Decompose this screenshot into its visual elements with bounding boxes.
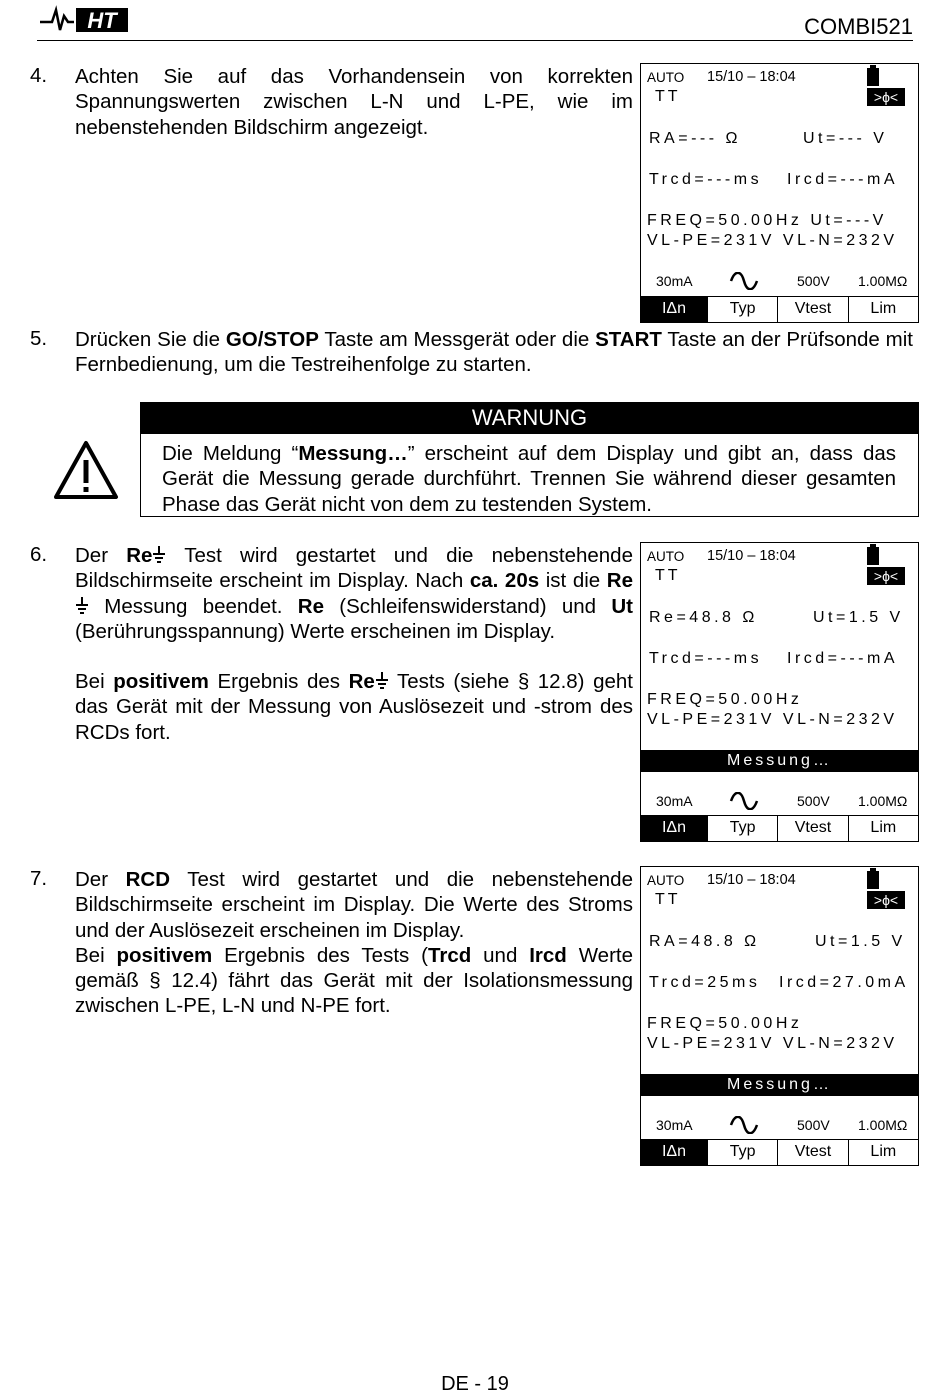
phase-indicator: >ϕ< (867, 567, 905, 585)
resistance-value: RA=48.8 Ω (649, 933, 760, 950)
param-limit: 1.00MΩ (858, 793, 908, 809)
datetime: 15/10 – 18:04 (707, 548, 796, 564)
warning-title: WARNUNG (140, 402, 919, 434)
screen-tabs (641, 296, 918, 322)
touch-voltage-value: Ut=--- V (803, 130, 888, 147)
step-6-number: 6. (30, 543, 48, 566)
trip-time-value: Trcd=---ms (649, 171, 763, 188)
step-7-text: Der RCD Test wird gestartet und die nebenstehende Bildschirmseite erscheint im Display. Die Werte des Stroms und der Auslösezeit erscheinen im Display. Bei positivem Ergebnis des Tests (Trcd und Ircd Werte gemäß § 12.4) fährt das Gerät mit der Isolationsmessung zwischen L-PE, L-N und N-PE fort. (75, 868, 634, 1018)
trip-current-value: Ircd=---mA (787, 171, 898, 188)
tab-idn[interactable]: IΔn (641, 816, 707, 841)
voltage-values: VL-PE=231V VL-N=232V (647, 711, 898, 728)
voltage-values: VL-PE=231V VL-N=232V (647, 1035, 898, 1052)
trip-current-value: Ircd=---mA (787, 650, 898, 667)
header-rule (37, 40, 913, 41)
resistance-value: Re=48.8 Ω (649, 609, 758, 626)
battery-icon (867, 68, 879, 86)
instrument-screen-2 (640, 542, 919, 842)
ac-wave-icon (729, 1116, 759, 1134)
model-name: COMBI521 (804, 14, 913, 39)
trip-time-value: Trcd=---ms (649, 650, 763, 667)
screen-header (641, 871, 918, 891)
auto-label: AUTO (647, 873, 685, 888)
measuring-status-bar: Messung… (641, 1074, 918, 1096)
system-mode: TT (655, 891, 681, 908)
param-test-voltage: 500V (797, 1117, 830, 1133)
param-limit: 1.00MΩ (858, 1117, 908, 1133)
phase-indicator: >ϕ< (867, 88, 905, 106)
instrument-screen-1 (640, 63, 919, 323)
tab-lim[interactable]: Lim (848, 816, 918, 841)
datetime: 15/10 – 18:04 (707, 872, 796, 888)
earth-symbol-icon (375, 672, 389, 690)
tab-idn[interactable]: IΔn (641, 1140, 707, 1165)
screen-header (641, 547, 918, 567)
screen-tabs (641, 1139, 918, 1165)
page-number: DE - 19 (441, 1373, 509, 1395)
param-test-voltage: 500V (797, 273, 830, 289)
auto-label: AUTO (647, 70, 685, 85)
voltage-values: VL-PE=231V VL-N=232V (647, 232, 898, 249)
tab-vtest[interactable]: Vtest (777, 297, 847, 322)
logo-text: HT (87, 8, 117, 33)
frequency-value: FREQ=50.00Hz (647, 1015, 803, 1032)
tab-lim[interactable]: Lim (848, 297, 918, 322)
step-4-text: Achten Sie auf das Vorhandensein von korrekten Spannungswerten zwischen L-N und L-PE, wie im nebenstehenden Bildschirm angezeigt. (75, 65, 633, 139)
battery-icon (867, 871, 879, 889)
trip-current-value: Ircd=27.0mA (779, 974, 909, 991)
datetime: 15/10 – 18:04 (707, 69, 796, 85)
step-5-number: 5. (30, 327, 48, 350)
param-limit: 1.00MΩ (858, 273, 908, 289)
tab-vtest[interactable]: Vtest (777, 816, 847, 841)
param-current: 30mA (656, 273, 693, 289)
trip-time-value: Trcd=25ms (649, 974, 761, 991)
screen-tabs (641, 815, 918, 841)
param-test-voltage: 500V (797, 793, 830, 809)
battery-icon (867, 547, 879, 565)
earth-symbol-icon (152, 546, 166, 564)
ht-logo (38, 4, 130, 34)
measuring-status-bar: Messung… (641, 750, 918, 772)
auto-label: AUTO (647, 549, 685, 564)
screen-header (641, 68, 918, 88)
system-mode: TT (655, 88, 681, 105)
ac-wave-icon (729, 272, 759, 290)
frequency-value: FREQ=50.00Hz (647, 691, 803, 708)
earth-symbol-icon (75, 597, 89, 615)
instrument-screen-3 (640, 866, 919, 1166)
touch-voltage-value: Ut=1.5 V (813, 609, 904, 626)
tab-typ[interactable]: Typ (707, 816, 777, 841)
system-mode: TT (655, 567, 681, 584)
warning-text: Die Meldung “Messung…” erscheint auf dem Display und gibt an, dass das Gerät die Messung gerade durchführt. Trennen Sie während dieser gesamten Phase das Gerät nicht von dem zu testenden System. (162, 442, 896, 516)
tab-typ[interactable]: Typ (707, 1140, 777, 1165)
tab-vtest[interactable]: Vtest (777, 1140, 847, 1165)
param-current: 30mA (656, 1117, 693, 1133)
frequency-value: FREQ=50.00Hz Ut=---V (647, 212, 887, 229)
ac-wave-icon (729, 792, 759, 810)
step-6-text: Der Re Test wird gestartet und die nebenstehende Bildschirmseite erscheint im Display. Nach ca. 20s ist die Re Messung beendet. Re (Schleifenswiderstand) und Ut (Berührungsspannung) Werte erscheinen im Display. Bei positivem Ergebnis des Re Tests (siehe § 12.8) geht das Gerät mit der Messung von Auslösezeit und -strom des RCDs fort. (75, 544, 633, 744)
tab-idn[interactable]: IΔn (641, 297, 707, 322)
tab-typ[interactable]: Typ (707, 297, 777, 322)
step-5-text: Drücken Sie die GO/STOP Taste am Messgerät oder die START Taste an der Prüfsonde mit Fernbedienung, um die Testreihenfolge zu starten. (75, 328, 913, 377)
step-7-number: 7. (30, 867, 48, 890)
step-4-number: 4. (30, 64, 48, 87)
phase-indicator: >ϕ< (867, 891, 905, 909)
param-current: 30mA (656, 793, 693, 809)
touch-voltage-value: Ut=1.5 V (815, 933, 906, 950)
resistance-value: RA=--- Ω (649, 130, 741, 147)
tab-lim[interactable]: Lim (848, 1140, 918, 1165)
warning-triangle-icon (53, 440, 119, 500)
